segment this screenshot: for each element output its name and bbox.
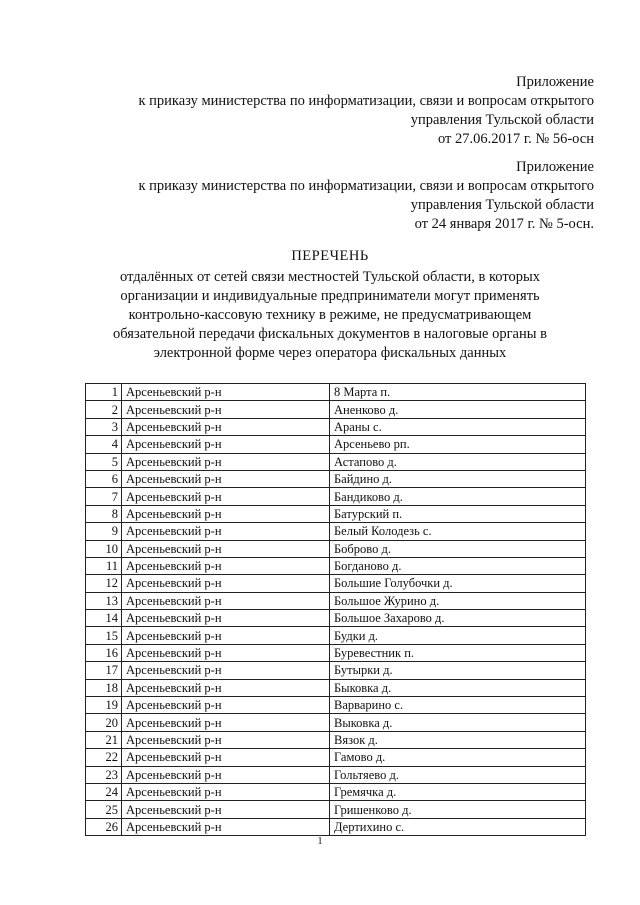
row-number-cell: 10 [86,540,122,557]
table-row [86,801,586,818]
settlement-cell: Арсеньево рп. [330,436,586,453]
row-number-cell: 22 [86,749,122,766]
row-number-cell: 9 [86,523,122,540]
district-cell: Арсеньевский р-н [122,801,330,818]
row-number-cell: 5 [86,453,122,470]
settlement-cell: Байдино д. [330,470,586,487]
row-number-cell: 12 [86,575,122,592]
district-cell: Арсеньевский р-н [122,523,330,540]
table-row [86,766,586,783]
district-cell: Арсеньевский р-н [122,575,330,592]
table-row [86,557,586,574]
table-row [86,418,586,435]
table-row [86,644,586,661]
settlements-table-body [86,384,586,836]
table-row [86,662,586,679]
row-number-cell: 3 [86,418,122,435]
district-cell: Арсеньевский р-н [122,644,330,661]
row-number-cell: 25 [86,801,122,818]
table-row [86,453,586,470]
table-row [86,401,586,418]
table-row [86,731,586,748]
table-row [86,610,586,627]
district-cell: Арсеньевский р-н [122,557,330,574]
district-cell: Арсеньевский р-н [122,731,330,748]
district-cell: Арсеньевский р-н [122,714,330,731]
appendix-order-line: к приказу министерства по информатизации, связи и вопросам открытого [138,93,594,109]
row-number-cell: 20 [86,714,122,731]
row-number-cell: 24 [86,783,122,800]
row-number-cell: 1 [86,384,122,401]
settlement-cell: Белый Колодезь с. [330,523,586,540]
settlement-cell: Гришенково д. [330,801,586,818]
settlement-cell: Большие Голубочки д. [330,575,586,592]
row-number-cell: 8 [86,505,122,522]
table-row [86,592,586,609]
row-number-cell: 4 [86,436,122,453]
settlement-cell: Будки д. [330,627,586,644]
settlement-cell: Гольтяево д. [330,766,586,783]
settlement-cell: Буревестник п. [330,644,586,661]
district-cell: Арсеньевский р-н [122,401,330,418]
appendix-header-current [34,73,594,149]
settlement-cell: Араны с. [330,418,586,435]
settlement-cell: Батурский п. [330,505,586,522]
appendix-date-line: от 24 января 2017 г. № 5-осн. [414,216,594,232]
appendix-department-line: управления Тульской области [410,197,594,213]
appendix-department-line: управления Тульской области [410,112,594,128]
district-cell: Арсеньевский р-н [122,384,330,401]
settlement-cell: Бутырки д. [330,662,586,679]
row-number-cell: 2 [86,401,122,418]
title-line: отдалённых от сетей связи местностей Тульской области, в которых [120,269,540,285]
row-number-cell: 23 [86,766,122,783]
row-number-cell: 15 [86,627,122,644]
settlement-cell: Аненково д. [330,401,586,418]
row-number-cell: 18 [86,679,122,696]
settlement-cell: Астапово д. [330,453,586,470]
appendix-label: Приложение [516,74,594,90]
district-cell: Арсеньевский р-н [122,679,330,696]
table-row [86,384,586,401]
page-number: 1 [317,836,323,847]
district-cell: Арсеньевский р-н [122,488,330,505]
title-line: электронной форме через оператора фискальных данных [153,345,507,361]
row-number-cell: 17 [86,662,122,679]
settlement-cell: Быковка д. [330,679,586,696]
settlement-cell: Варварино с. [330,697,586,714]
table-row [86,436,586,453]
appendix-label: Приложение [516,159,594,175]
settlement-cell: Большое Захарово д. [330,610,586,627]
document-title [60,247,600,363]
title-line: обязательной передачи фискальных документов в налоговые органы в [113,326,547,342]
table-row [86,679,586,696]
settlement-cell: Большое Журино д. [330,592,586,609]
district-cell: Арсеньевский р-н [122,418,330,435]
table-row [86,470,586,487]
table-row [86,697,586,714]
appendix-header-original [34,158,594,234]
district-cell: Арсеньевский р-н [122,662,330,679]
row-number-cell: 6 [86,470,122,487]
district-cell: Арсеньевский р-н [122,505,330,522]
row-number-cell: 13 [86,592,122,609]
district-cell: Арсеньевский р-н [122,610,330,627]
settlement-cell: Богданово д. [330,557,586,574]
settlement-cell: Вязок д. [330,731,586,748]
row-number-cell: 11 [86,557,122,574]
row-number-cell: 7 [86,488,122,505]
district-cell: Арсеньевский р-н [122,783,330,800]
district-cell: Арсеньевский р-н [122,627,330,644]
table-row [86,714,586,731]
table-row [86,505,586,522]
settlement-cell: Бандиково д. [330,488,586,505]
title-line: контрольно-кассовую технику в режиме, не предусматривающем [128,307,532,323]
settlement-cell: 8 Марта п. [330,384,586,401]
row-number-cell: 26 [86,818,122,835]
district-cell: Арсеньевский р-н [122,453,330,470]
row-number-cell: 19 [86,697,122,714]
settlement-cell: Боброво д. [330,540,586,557]
table-row [86,749,586,766]
settlement-cell: Дертихино с. [330,818,586,835]
settlement-cell: Выковка д. [330,714,586,731]
district-cell: Арсеньевский р-н [122,436,330,453]
settlement-cell: Гамово д. [330,749,586,766]
district-cell: Арсеньевский р-н [122,818,330,835]
district-cell: Арсеньевский р-н [122,540,330,557]
row-number-cell: 21 [86,731,122,748]
table-row [86,540,586,557]
settlements-table [85,383,586,836]
district-cell: Арсеньевский р-н [122,749,330,766]
table-row [86,488,586,505]
table-row [86,575,586,592]
table-row [86,818,586,835]
settlement-cell: Гремячка д. [330,783,586,800]
title-line: организации и индивидуальные предприниматели могут применять [120,288,540,304]
district-cell: Арсеньевский р-н [122,470,330,487]
table-row [86,627,586,644]
district-cell: Арсеньевский р-н [122,592,330,609]
appendix-date-line: от 27.06.2017 г. № 56-осн [437,131,594,147]
table-row [86,783,586,800]
appendix-order-line: к приказу министерства по информатизации, связи и вопросам открытого [138,178,594,194]
row-number-cell: 16 [86,644,122,661]
table-row [86,523,586,540]
district-cell: Арсеньевский р-н [122,697,330,714]
district-cell: Арсеньевский р-н [122,766,330,783]
row-number-cell: 14 [86,610,122,627]
title-heading: ПЕРЕЧЕНЬ [291,248,369,264]
